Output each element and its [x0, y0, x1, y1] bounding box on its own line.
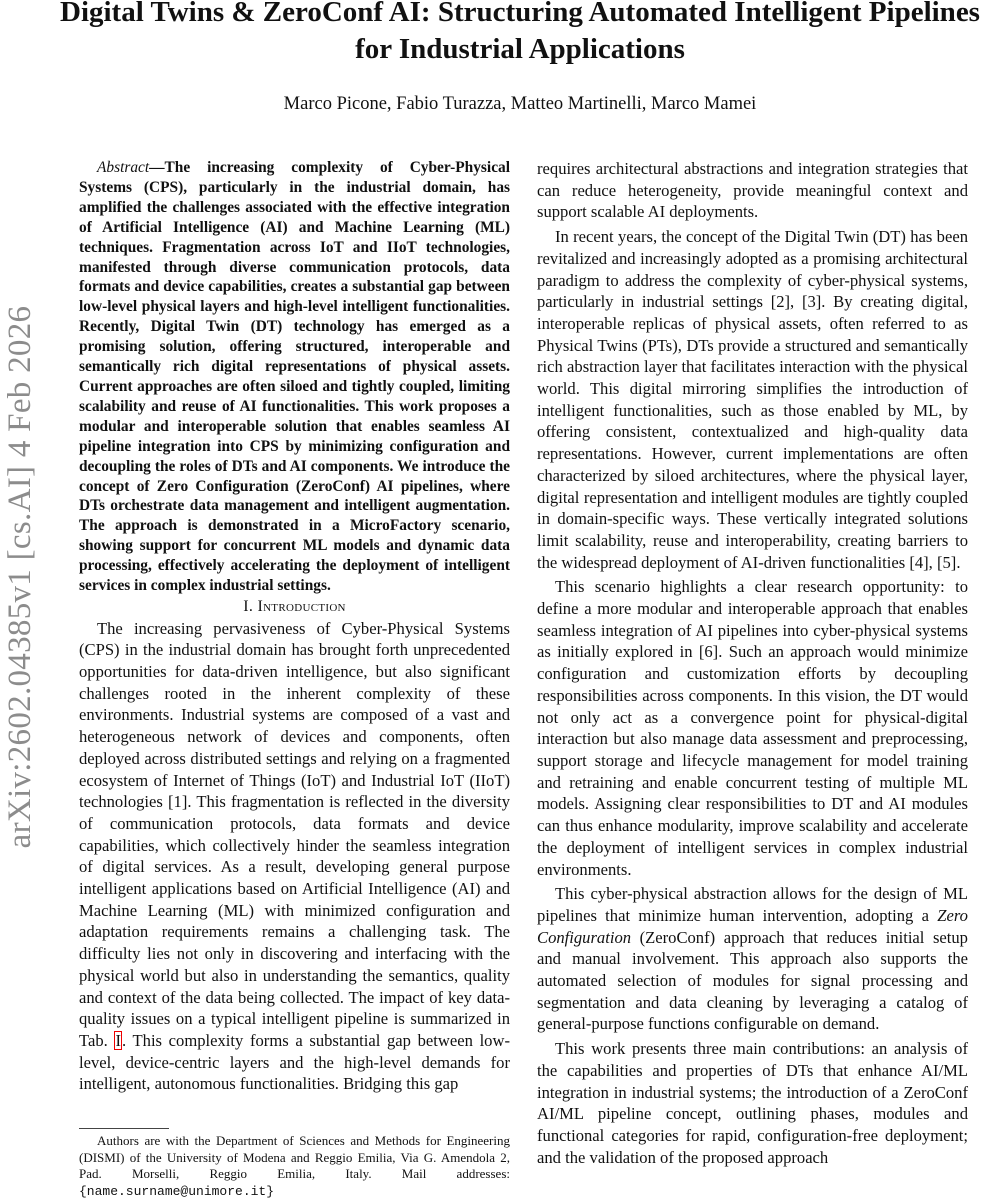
- intro-paragraph-1: [79, 618, 510, 1095]
- paper-title: Digital Twins & ZeroConf AI: Structuring Automated Intelligent Pipelines for Industrial Applications: [60, 0, 980, 65]
- zeroconf-emphasis: Zero Configuration: [537, 905, 968, 947]
- footnote-email: {name.surname@unimore.it}: [79, 1183, 275, 1199]
- abstract-paragraph: [79, 158, 510, 596]
- section-heading: [79, 596, 510, 618]
- section-title: Introduction: [257, 597, 346, 615]
- abstract-text: The increasing complexity of Cyber-Physical Systems (CPS), particularly in the industrial domain, has amplified the challenges associated with the effective integration of Artificial Intelligence (AI) and Machine Learning (ML) techniques. Fragmentation across IoT and IIoT technologies, manifested through diverse communication protocols, data formats and device capabilities, creates a substantial gap between low-level physical layers and high-level intelligent functionalities. Recently, Digital Twin (DT) technology has emerged as a promising solution, offering structured, interoperable and semantically rich digital representations of physical assets. Current approaches are often siloed and tightly coupled, limiting scalability and reuse of AI functionalities. This work proposes a modular and interoperable solution that enables seamless AI pipeline integration into CPS by minimizing configuration and decoupling the roles of DTs and AI components. We introduce the concept of Zero Configuration (ZeroConf) AI pipelines, where DTs orchestrate data management and intelligent augmentation. The approach is demonstrated in a MicroFactory scenario, showing support for concurrent ML models and dynamic data processing, effectively accelerating the deployment of intelligent services in complex industrial settings.: [79, 159, 510, 595]
- intro-paragraph-2: In recent years, the concept of the Digital Twin (DT) has been revitalized and increasingly adopted as a promising architectural paradigm to address the complexity of cyber-physical systems, particularly in industrial settings [2], [3]. By creating digital, interoperable replicas of physical assets, often referred to as Physical Twins (PTs), DTs provide a structured and semantically rich abstraction layer that facilitates interaction with the physical world. This digital mirroring simplifies the introduction of intelligent functionalities, such as those enabled by ML, by offering consistent, contextualized and high-quality data representations. However, current implementations are often characterized by siloed architectures, where the physical layer, digital representation and intelligent modules are tightly coupled in domain-specific ways. These vertically integrated solutions limit scalability, reuse and interoperability, creating barriers to the widespread deployment of AI-driven functionalities [4], [5].: [537, 227, 968, 572]
- footnote-text: Authors are with the Department of Sciences and Methods for Engineering (DISMI) of the University of Modena and Reggio Emilia, Via G. Amendola 2, Pad. Morselli, Reggio Emilia, Italy. Mail addresses:: [79, 1133, 510, 1182]
- footnote-rule: [79, 1128, 169, 1129]
- table-reference-link[interactable]: I: [115, 1031, 121, 1050]
- arxiv-identifier: arXiv:2602.04385v1 [cs.AI] 4 Feb 2026: [2, 305, 38, 849]
- intro-paragraph-1-text: The increasing pervasiveness of Cyber-Physical Systems (CPS) in the industrial domain has brought forth unprecedented opportunities for data-driven intelligence, but also significant challenges rooted in the inherent complexity of these environments. Industrial systems are composed of a vast and heterogeneous network of devices and components, often deployed across distributed settings and relying on a fragmented ecosystem of Internet of Things (IoT) and Industrial IoT (IIoT) technologies [1]. This fragmentation is reflected in the diversity of communication protocols, data formats and device capabilities, which collectively hinder the seamless integration of digital services. As a result, developing general purpose intelligent applications based on Artificial Intelligence (AI) and Machine Learning (ML) with minimized configuration and adaptation requirements remains a challenging task. The difficulty lies not only in discovering and interfacing with the physical world but also in understanding the semantics, quality and context of the data being collected. The impact of key data-quality issues on a typical intelligent pipeline is summarized in Tab.: [79, 618, 510, 1050]
- left-column: [79, 158, 510, 1095]
- intro-paragraph-1-continued: requires architectural abstractions and integration strategies that can reduce heterogeneity, provide meaningful context and support scalable AI deployments.: [537, 159, 968, 222]
- author-list: Marco Picone, Fabio Turazza, Matteo Martinelli, Marco Mamei: [283, 94, 757, 114]
- abstract-dash: —: [149, 159, 165, 176]
- abstract-label: Abstract: [97, 159, 150, 176]
- intro-paragraph-4-text: This cyber-physical abstraction allows for the design of ML pipelines that minimize human intervention, adopting a: [537, 884, 968, 925]
- intro-paragraph-1-text-cont: . This complexity forms a substantial gap between low-level, device-centric layers and the high-level demands for intelligent, autonomous functionalities. Bridging this gap: [79, 1031, 510, 1094]
- intro-paragraph-5: This work presents three main contributions: an analysis of the capabilities and properties of DTs that enhance AI/ML integration in industrial systems; the introduction of a ZeroConf AI/ML pipeline concept, outlining phases, modules and functional categories for rapid, configuration-free deployment; and the validation of the proposed approach: [537, 1039, 968, 1167]
- author-footnote: [79, 1133, 510, 1200]
- right-column: [537, 158, 968, 1168]
- intro-paragraph-3: This scenario highlights a clear research opportunity: to define a more modular and interoperable approach that enables seamless integration of AI pipelines into cyber-physical systems as initially explored in [6]. Such an approach would minimize configuration and customization efforts by decoupling responsibilities across components. In this vision, the DT would not only act as a convergence point for physical-digital interaction but also manage data assessment and preprocessing, support storage and lifecycle management for model training and retraining and enable concurrent testing of multiple ML models. Assigning clear responsibilities to DT and AI modules can thus enhance modularity, improve scalability and accelerate the deployment of intelligent services in complex industrial environments.: [537, 577, 968, 879]
- intro-paragraph-4-text-cont: (ZeroConf) approach that reduces initial setup and manual involvement. This approach also supports the automated selection of modules for signal processing and segmentation and data cleaning by leveraging a catalog of general-purpose functions configurable on demand.: [537, 927, 968, 1034]
- intro-paragraph-4: [537, 883, 968, 1035]
- section-number: I.: [243, 597, 254, 615]
